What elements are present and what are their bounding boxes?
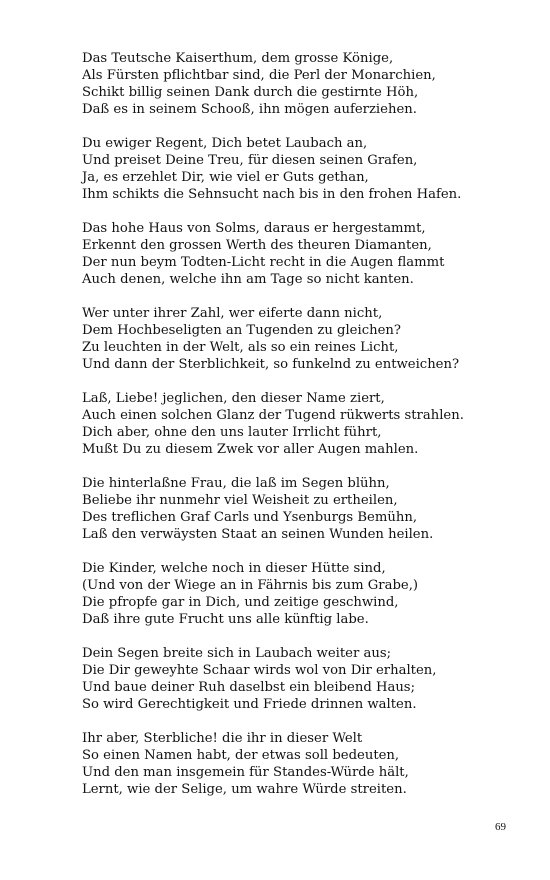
stanza <box>82 645 512 713</box>
verse-line: Das hohe Haus von Solms, daraus er hergestammt, <box>82 221 426 236</box>
verse-line: Ihr aber, Sterbliche! die ihr in dieser Welt <box>82 731 363 746</box>
verse-line: Die hinterlaßne Frau, die laß im Segen blühn, <box>82 476 390 491</box>
stanza <box>82 305 512 373</box>
verse-line: Des treflichen Graf Carls und Ysenburgs Bemühn, <box>82 510 418 525</box>
stanza <box>82 135 512 203</box>
verse-line: So wird Gerechtigkeit und Friede drinnen walten. <box>82 697 417 712</box>
stanza <box>82 730 512 798</box>
verse-line: Du ewiger Regent, Dich betet Laubach an, <box>82 136 368 151</box>
page-number: 69 <box>495 821 506 833</box>
verse-line: Die pfropfe gar in Dich, und zeitige geschwind, <box>82 595 399 610</box>
verse-line: Erkennt den grossen Werth des theuren Diamanten, <box>82 238 432 253</box>
verse-line: Als Fürsten pflichtbar sind, die Perl der Monarchien, <box>82 68 436 83</box>
stanza <box>82 475 512 543</box>
verse-line: Laß, Liebe! jeglichen, den dieser Name ziert, <box>82 391 385 406</box>
verse-line: Die Kinder, welche noch in dieser Hütte sind, <box>82 561 386 576</box>
stanza <box>82 220 512 288</box>
verse-line: (Und von der Wiege an in Fährnis bis zum Grabe,) <box>82 578 419 593</box>
verse-line: Und baue deiner Ruh daselbst ein bleibend Haus; <box>82 680 416 695</box>
verse-line: Das Teutsche Kaiserthum, dem grosse Könige, <box>82 51 394 66</box>
verse-line: Dein Segen breite sich in Laubach weiter aus; <box>82 646 392 661</box>
verse-line: Daß es in seinem Schooß, ihn mögen auferziehen. <box>82 102 417 117</box>
stanza <box>82 390 512 458</box>
verse-line: Die Dir geweyhte Schaar wirds wol von Dir erhalten, <box>82 663 437 678</box>
verse-line: Auch denen, welche ihn am Tage so nicht kanten. <box>82 272 414 287</box>
verse-line: Mußt Du zu diesem Zwek vor aller Augen mahlen. <box>82 442 419 457</box>
stanza <box>82 560 512 628</box>
verse-line: Schikt billig seinen Dank durch die gestirnte Höh, <box>82 85 419 100</box>
stanza <box>82 50 512 118</box>
verse-line: Beliebe ihr nunmehr viel Weisheit zu ertheilen, <box>82 493 398 508</box>
verse-line: Laß den verwäysten Staat an seinen Wunden heilen. <box>82 527 434 542</box>
verse-line: So einen Namen habt, der etwas soll bedeuten, <box>82 748 400 763</box>
verse-line: Ja, es erzehlet Dir, wie viel er Guts gethan, <box>82 170 369 185</box>
verse-line: Ihm schikts die Sehnsucht nach bis in den frohen Hafen. <box>82 187 462 202</box>
poem-body <box>82 50 512 815</box>
verse-line: Der nun beym Todten-Licht recht in die Augen flammt <box>82 255 445 270</box>
verse-line: Dich aber, ohne den uns lauter Irrlicht führt, <box>82 425 382 440</box>
verse-line: Und preiset Deine Treu, für diesen seinen Grafen, <box>82 153 418 168</box>
verse-line: Und den man insgemein für Standes-Würde hält, <box>82 765 409 780</box>
verse-line: Lernt, wie der Selige, um wahre Würde streiten. <box>82 782 407 797</box>
verse-line: Zu leuchten in der Welt, als so ein reines Licht, <box>82 340 399 355</box>
verse-line: Daß ihre gute Frucht uns alle künftig labe. <box>82 612 369 627</box>
verse-line: Und dann der Sterblichkeit, so funkelnd zu entweichen? <box>82 357 460 372</box>
verse-line: Dem Hochbeseligten an Tugenden zu gleichen? <box>82 323 401 338</box>
verse-line: Auch einen solchen Glanz der Tugend rükwerts strahlen. <box>82 408 464 423</box>
verse-line: Wer unter ihrer Zahl, wer eiferte dann nicht, <box>82 306 383 321</box>
